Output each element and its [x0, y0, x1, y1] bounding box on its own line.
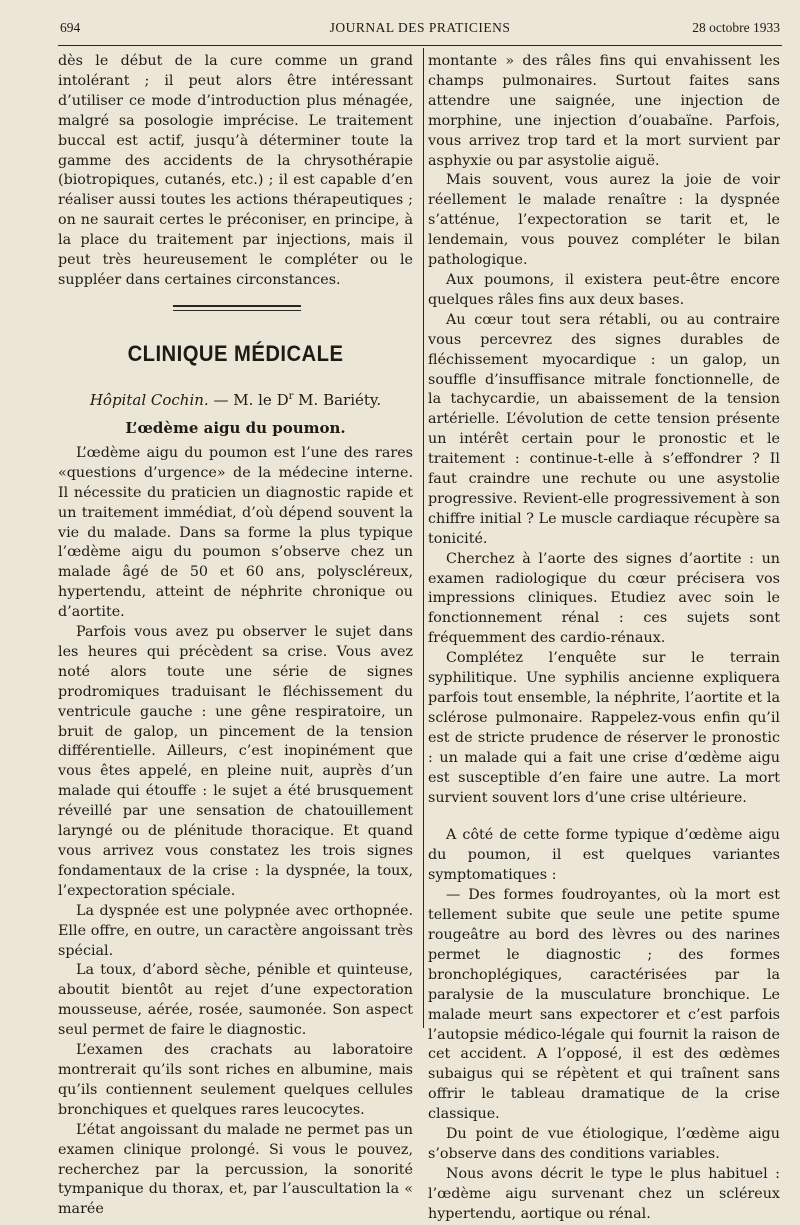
body-paragraph: Complétez l’enquête sur le terrain syphilitique. Une syphilis ancienne expliquera parfois tout ensemble, la néphrite, l’aortite et la sclérose pulmonaire. Rappelez-vous enfin qu’il est de stricte prudence de réserver le pronostic : un malade qui a fait une crise d’œdème aigu est susceptible d’en faire une autre. La mort survient souvent lors d’une crise ultérieure. — [428, 650, 780, 806]
hospital-name: Hôpital Cochin. — [89, 390, 209, 409]
body-paragraph: Aux poumons, il existera peut-être encore quelques râles fins aux deux bases. — [428, 271, 780, 308]
section-title: CLINIQUE MÉDICALE — [127, 340, 344, 366]
body-paragraph: Parfois vous avez pu observer le sujet dans les heures qui précèdent sa crise. Vous avez noté alors toute une série de signes prodromiques traduisant le fléchissement du ventricule gauche : une gêne respiratoire, un bruit de galop, un pincement de la tension différentielle. Ailleurs, c’est inopinément que vous êtes appelé, en pleine nuit, auprès d’un malade qui étouffe : le sujet a été brusquement réveillé par une sensation de chatouillement laryngé ou de plénitude thoracique. Et quand vous arrivez vous constatez les trois signes fondamentaux de la crise : la dyspnée, la toux, l’expectoration spéciale. — [58, 624, 413, 899]
paragraph-gap — [428, 808, 780, 826]
author-title-sup: r — [288, 390, 294, 402]
body-paragraph: L’examen des crachats au laboratoire montrerait qu’ils sont riches en albumine, mais qu’ils contiennent seulement quelques cellules bronchiques et quelques rares leucocytes. — [58, 1042, 413, 1118]
section-separator — [58, 291, 413, 333]
author-name: M. Bariéty. — [298, 390, 382, 409]
journal-title: JOURNAL DES PRATICIENS — [329, 20, 511, 35]
body-paragraph: A côté de cette forme typique d’œdème aigu du poumon, il est quelques variantes symptomatiques : — [428, 827, 780, 884]
body-paragraph: La dyspnée est une polypnée avec orthopnée. Elle offre, en outre, un caractère angoissant très spécial. — [58, 902, 413, 959]
body-paragraph: La toux, d’abord sèche, pénible et quinteuse, aboutit bientôt au rejet d’une expectoration mousseuse, aérée, rosée, saumonée. Son aspect seul permet de faire le diagnostic. — [58, 962, 413, 1039]
issue-date: 28 octobre 1933 — [692, 20, 780, 35]
intro-paragraph: dès le début de la cure comme un grand intolérant ; il peut alors être intéressant d’utiliser ce mode d’introduction plus ménagée, malgré sa posologie imprécise. Le traitement buccal est actif, jusqu’à déterminer toute la gamme des accidents de la chrysothérapie (biotropiques, cutanés, etc.) ; il est capable d’en réaliser aussi toutes les actions thérapeutiques ; on ne saurait certes le préconiser, en principe, à la place du traitement par injections, mais il peut très heureusement le compléter ou le suppléer dans certaines circonstances. — [58, 53, 413, 288]
left-column — [58, 52, 413, 1220]
body-paragraph: — Des formes foudroyantes, où la mort est tellement subite que seule une petite spume rougeâtre au bord des lèvres ou des narines permet le diagnostic ; des formes bronchoplégiques, caractérisées par la paralysie de la musculature bronchique. Le malade meurt sans expectorer et c’est parfois l’autopsie médico-légale qui fournit la raison de cet accident. A l’opposé, il est des œdèmes subaigus qui se répètent et qui traînent sans offrir le tableau dramatique de la crise classique. — [428, 887, 780, 1123]
body-paragraph: Du point de vue étiologique, l’œdème aigu s’observe dans des conditions variables. — [428, 1126, 780, 1162]
column-divider — [423, 48, 424, 1028]
body-paragraph: L’état angoissant du malade ne permet pas un examen clinique prolongé. Si vous le pouvez, recherchez par la percussion, la sonorité tympanique du thorax, et, par l’auscultation la « marée — [58, 1121, 413, 1218]
running-header — [60, 20, 780, 38]
article-title: L’œdème aigu du poumon. — [125, 418, 346, 437]
byline — [58, 387, 413, 410]
body-paragraph: L’œdème aigu du poumon est l’une des rares «questions d’urgence» de la médecine interne. Il nécessite du praticien un diagnostic rapide et un traitement immédiat, d’où dépend souvent la vie du malade. Dans sa forme la plus typique l’œdème aigu du poumon s’observe chez un malade âgé de 50 et 60 ans, polyscléreux, hypertendu, atteint de néphrite chronique ou d’aortite. — [58, 444, 413, 621]
page-number: 694 — [60, 20, 81, 35]
body-paragraph: Au cœur tout sera rétabli, ou au contraire vous percevrez des signes durables de fléchissement myocardique : un galop, un souffle d’insuffisance mitrale fonctionnelle, de la tachycardie, un abaissement de la tension artérielle. L’évolution de cette tension présente un intérêt certain pour le pronostic et le traitement : continue-t-elle à s’effondrer ? Il faut craindre une rechute ou une asystolie progressive. Revient-elle progressivement à son chiffre initial ? Le muscle cardiaque récupère sa tonicité. — [428, 311, 780, 547]
author-prefix: — M. le D — [213, 390, 289, 409]
body-paragraph: montante » des râles fins qui envahissent les champs pulmonaires. Surtout faites sans attendre une saignée, une injection de morphine, une injection d’ouabaïne. Parfois, vous arrivez trop tard et la mort survient par asphyxie ou par asystolie aiguë. — [428, 53, 780, 169]
body-paragraph: Nous avons décrit le type le plus habituel : l’œdème aigu survenant chez un scléreux hypertendu, aortique ou rénal. — [428, 1165, 780, 1222]
header-rule — [58, 45, 782, 46]
right-column — [428, 52, 780, 1225]
body-paragraph: Mais souvent, vous aurez la joie de voir réellement le malade renaître : la dyspnée s’atténue, l’expectoration se tarit et, le lendemain, vous pouvez compléter le bilan pathologique. — [428, 172, 780, 269]
body-paragraph: Cherchez à l’aorte des signes d’aortite : un examen radiologique du cœur précisera vos impressions cliniques. Etudiez avec soin le fonctionnement rénal : ces sujets sont fréquemment des cardio-rénaux. — [428, 550, 780, 647]
